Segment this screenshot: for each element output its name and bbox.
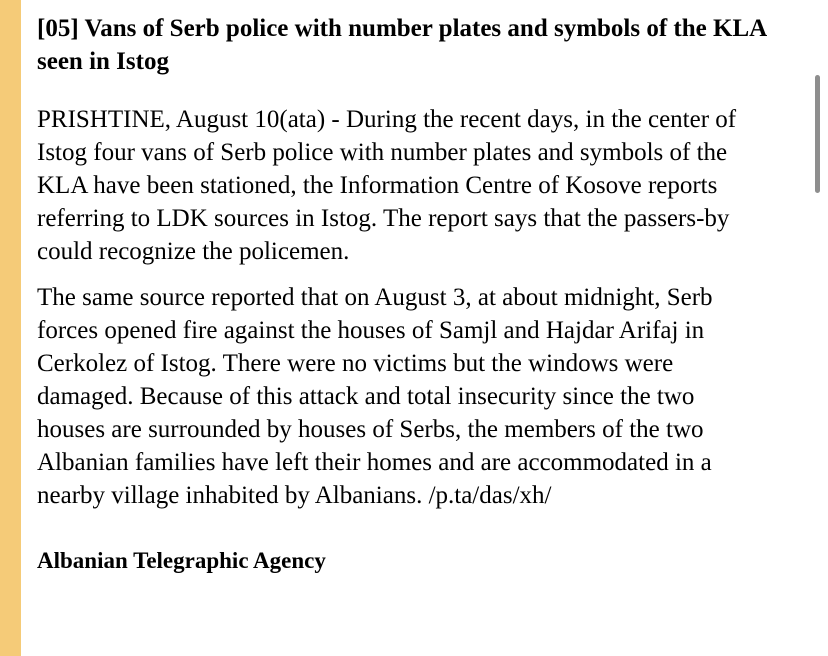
accent-bar [0,0,21,656]
scrollbar-thumb[interactable] [815,75,820,193]
agency-name: Albanian Telegraphic Agency [37,548,326,573]
article-paragraph-2: The same source reported that on August 3, at about midnight, Serb forces opened fire against the houses of Samjl and Hajdar Arifaj in Cerkolez of Istog. There were no victims but the windows were damaged. Because of this attack and total insecurity since the two houses are surrounded by houses of Serbs, the members of the two Albanian families have left their homes and are accommodated in a nearby village inhabited by Albanians. /p.ta/das/xh/ [37,284,713,509]
article-title: [05] Vans of Serb police with number plates and symbols of the KLA seen in Istog [37,15,766,75]
article-paragraph-1: PRISHTINE, August 10(ata) - During the recent days, in the center of Istog four vans of Serb police with number plates and symbols of the KLA have been stationed, the Information Centre of Kosove reports referring to LDK sources in Istog. The report says that the passers-by could recognize the policemen. [37,106,737,265]
article-content [37,12,807,576]
